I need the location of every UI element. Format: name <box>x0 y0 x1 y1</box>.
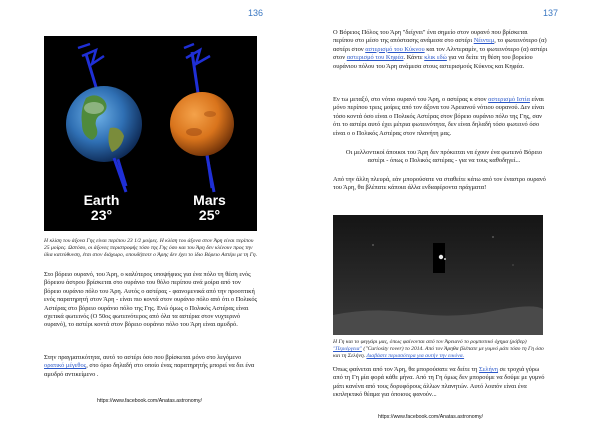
earth-label <box>64 193 139 223</box>
paragraph-magnitude: Στην πραγματικότητα, αυτό το αστέρι όσο που βρίσκεται μόνο στο λεγόμενο ορατικό μέγεθος, στο όριο δηλαδή στο οποίο ένας παρατηρητής μπορεί να δει ένα αμυδρό αντικείμενο . <box>44 354 255 378</box>
mars-label <box>172 193 247 223</box>
link-curiosity[interactable]: "Περιέργεια" <box>333 346 362 352</box>
link-cygnus[interactable]: αστερισμό του Κύκνου <box>365 45 425 53</box>
link-vela[interactable]: αστερισμό Ιστία <box>488 96 530 103</box>
moon-dot <box>444 258 446 260</box>
earth-moon-from-mars-photo <box>333 215 543 335</box>
paragraph-other-things: Από την άλλη πλευρά, εάν μπορούσατε να σταθείτε κάτω από τον έναστρο ουρανό του Άρη, θα βλέπατε κάποια άλλα ενδιαφέροντα πράγματα! <box>333 176 546 192</box>
mars-tilt: 25° <box>198 207 221 223</box>
mars-globe <box>170 92 234 156</box>
paragraph-mars-north-pole: Ο Βόρειος Πόλος του Άρη "δείχνει" ένα σημείο στον ουρανό που βρίσκεται περίπου στο μέσο της απόστασης ανάμεσα στο αστέρι Νέιντεμ, το φωτεινότερο (α) αστέρι στον αστερισμό του Κύκνου και τον Αλντεραμίν, το φωτεινότερο (α) αστέρι στον αστερισμό του Κηφέα. Κάντε κλικ εδώ για να δείτε τη θέση του βορείου ουράνιου πόλου του Άρη ανάμεσα στους αστερισμούς Κύκνος και Κηφέα. <box>333 29 548 70</box>
page-number-right: 137 <box>543 8 559 18</box>
paragraph-north-star: Στο βόρειο ουρανό, του Άρη, ο καλύτερος υποψήφιος για ένα πόλο τη θέση ενός βόρειου άστρου βρίσκεται στο ουράνιο του θόλο περίπου ανά μοίρα από τον βόρειο ουράνιο πόλο του Άρη. Αυτός ο αστέρας - φαινομενικά από την προοπτική ενός παρατηρητή στον Άρη - είναι πιο κοντά στον ουράνιο πόλο από ότι ο Πολικός Αστέρας στο βόρειο ουράνιο πόλο της Γης. Ενώ όμως ο Πολικός Αστέρας είναι σχετικά φωτεινός (Ο 50ος φωτεινότερος από όλα τα αστέρια στον νυχτερινό ουρανό), το αστέρι κοντά στον βόρειο ουράνιο πόλο του Άρη είναι αμυδρό. <box>44 271 258 329</box>
inset-box <box>433 243 445 273</box>
footer-link-right[interactable]: https://www.facebook.com/Anatas.astronomy/ <box>378 414 483 420</box>
link-click-here[interactable]: κλικ εδώ <box>424 54 447 62</box>
mars-name: Mars <box>193 192 226 208</box>
paragraph-moon-orbit: Όπως φαίνεται από τον Άρη, θα μπορούσατε να δείτε τη Σελήνη σε τροχιά γύρω από τη Γη μία φορά κάθε μήνα. Από τη Γη όμως δεν μπορούμε να δούμε με γυμνό μάτι κανένα από τους δορυφόρους άλλων πλανητών. Αυτό λοιπόν είναι ένα εκπληκτικό θέαμα για όποιους φανούν... <box>333 366 545 399</box>
link-read-more[interactable]: Διαβάστε περισσότερα για αυτήν την εικόνα. <box>366 353 465 359</box>
figure-caption-left: Η κλίση του άξονα Γης είναι περίπου 23 1/2 μοίρες. Η κλίση του άξονα στον Άρη είναι περίπου 25 μοίρες. Ωστόσο, οι άξονες περιστροφής τόσο της Γης όσο και του Άρη δεν κλίνουν προς την ίδια κατεύθυνση, έτσι στον διάχωρο, οπουδήποτε ο Άρης δεν έχει το ίδιο Βόρειο Αστέρι με τη Γη. <box>44 238 258 258</box>
earth-globe <box>66 86 142 162</box>
paragraph-mars-south-pole: Εν τω μεταξύ, στο νότιο ουρανό του Άρη, ο αστέρας κ στον αστερισμό Ιστία είναι μόνο περίπου τρεις μοίρες από τον άξονα του Άρειανού νότιου ουρανού. Δεν είναι τόσο κοντά όσο είναι ο Πολικός Αστέρας στον βόρειο ουράνιο πόλο της Γης, σαν ότι το αστέρι αυτό έχει μέτρια φωτεινότητα, δεν είναι δηλαδή τόσο φωτεινό όσο είναι ο ο Πολικός Αστέρας στον πλανήτη μας. <box>333 96 545 137</box>
link-cepheus[interactable]: αστερισμό του Κηφέα <box>346 54 404 62</box>
earth-dot <box>439 255 443 259</box>
page-number-left: 136 <box>248 8 264 18</box>
earth-tilt: 23° <box>90 207 113 223</box>
earth-mars-tilt-figure <box>44 36 257 231</box>
footer-link-left[interactable]: https://www.facebook.com/Anatas.astronomy/ <box>97 398 202 404</box>
link-moon[interactable]: Σελήνη <box>479 366 499 373</box>
link-deneb[interactable]: Νέιντεμ <box>473 37 495 45</box>
link-apparent-magnitude[interactable]: ορατικό μέγεθος <box>44 362 87 370</box>
mars-sky-image <box>333 215 543 335</box>
figure-caption-right: Η Γη και το φεγγάρι μας, όπως φαίνονται από τον Άρειανό το ρομποτικό όχημα (ρόβερ) "Περιέργεια" ("Curiosity rover) το 2014. Από τον Άρηθα βλέπατε με γυμνό μάτι τόσο τη Γη όσο και τη Σελήνη. Διαβάστε περισσότερα για αυτήν την εικόνα. <box>333 339 544 359</box>
paragraph-future-colonists: Οι μελλοντικοί άποικοι του Άρη δεν πρόκειται να έχουν ένα φωτεινό Βόρειο αστέρι - όπως ο Πολικός αστέρας - για να τους καθοδηγεί... <box>345 149 543 165</box>
earth-name: Earth <box>83 192 120 208</box>
